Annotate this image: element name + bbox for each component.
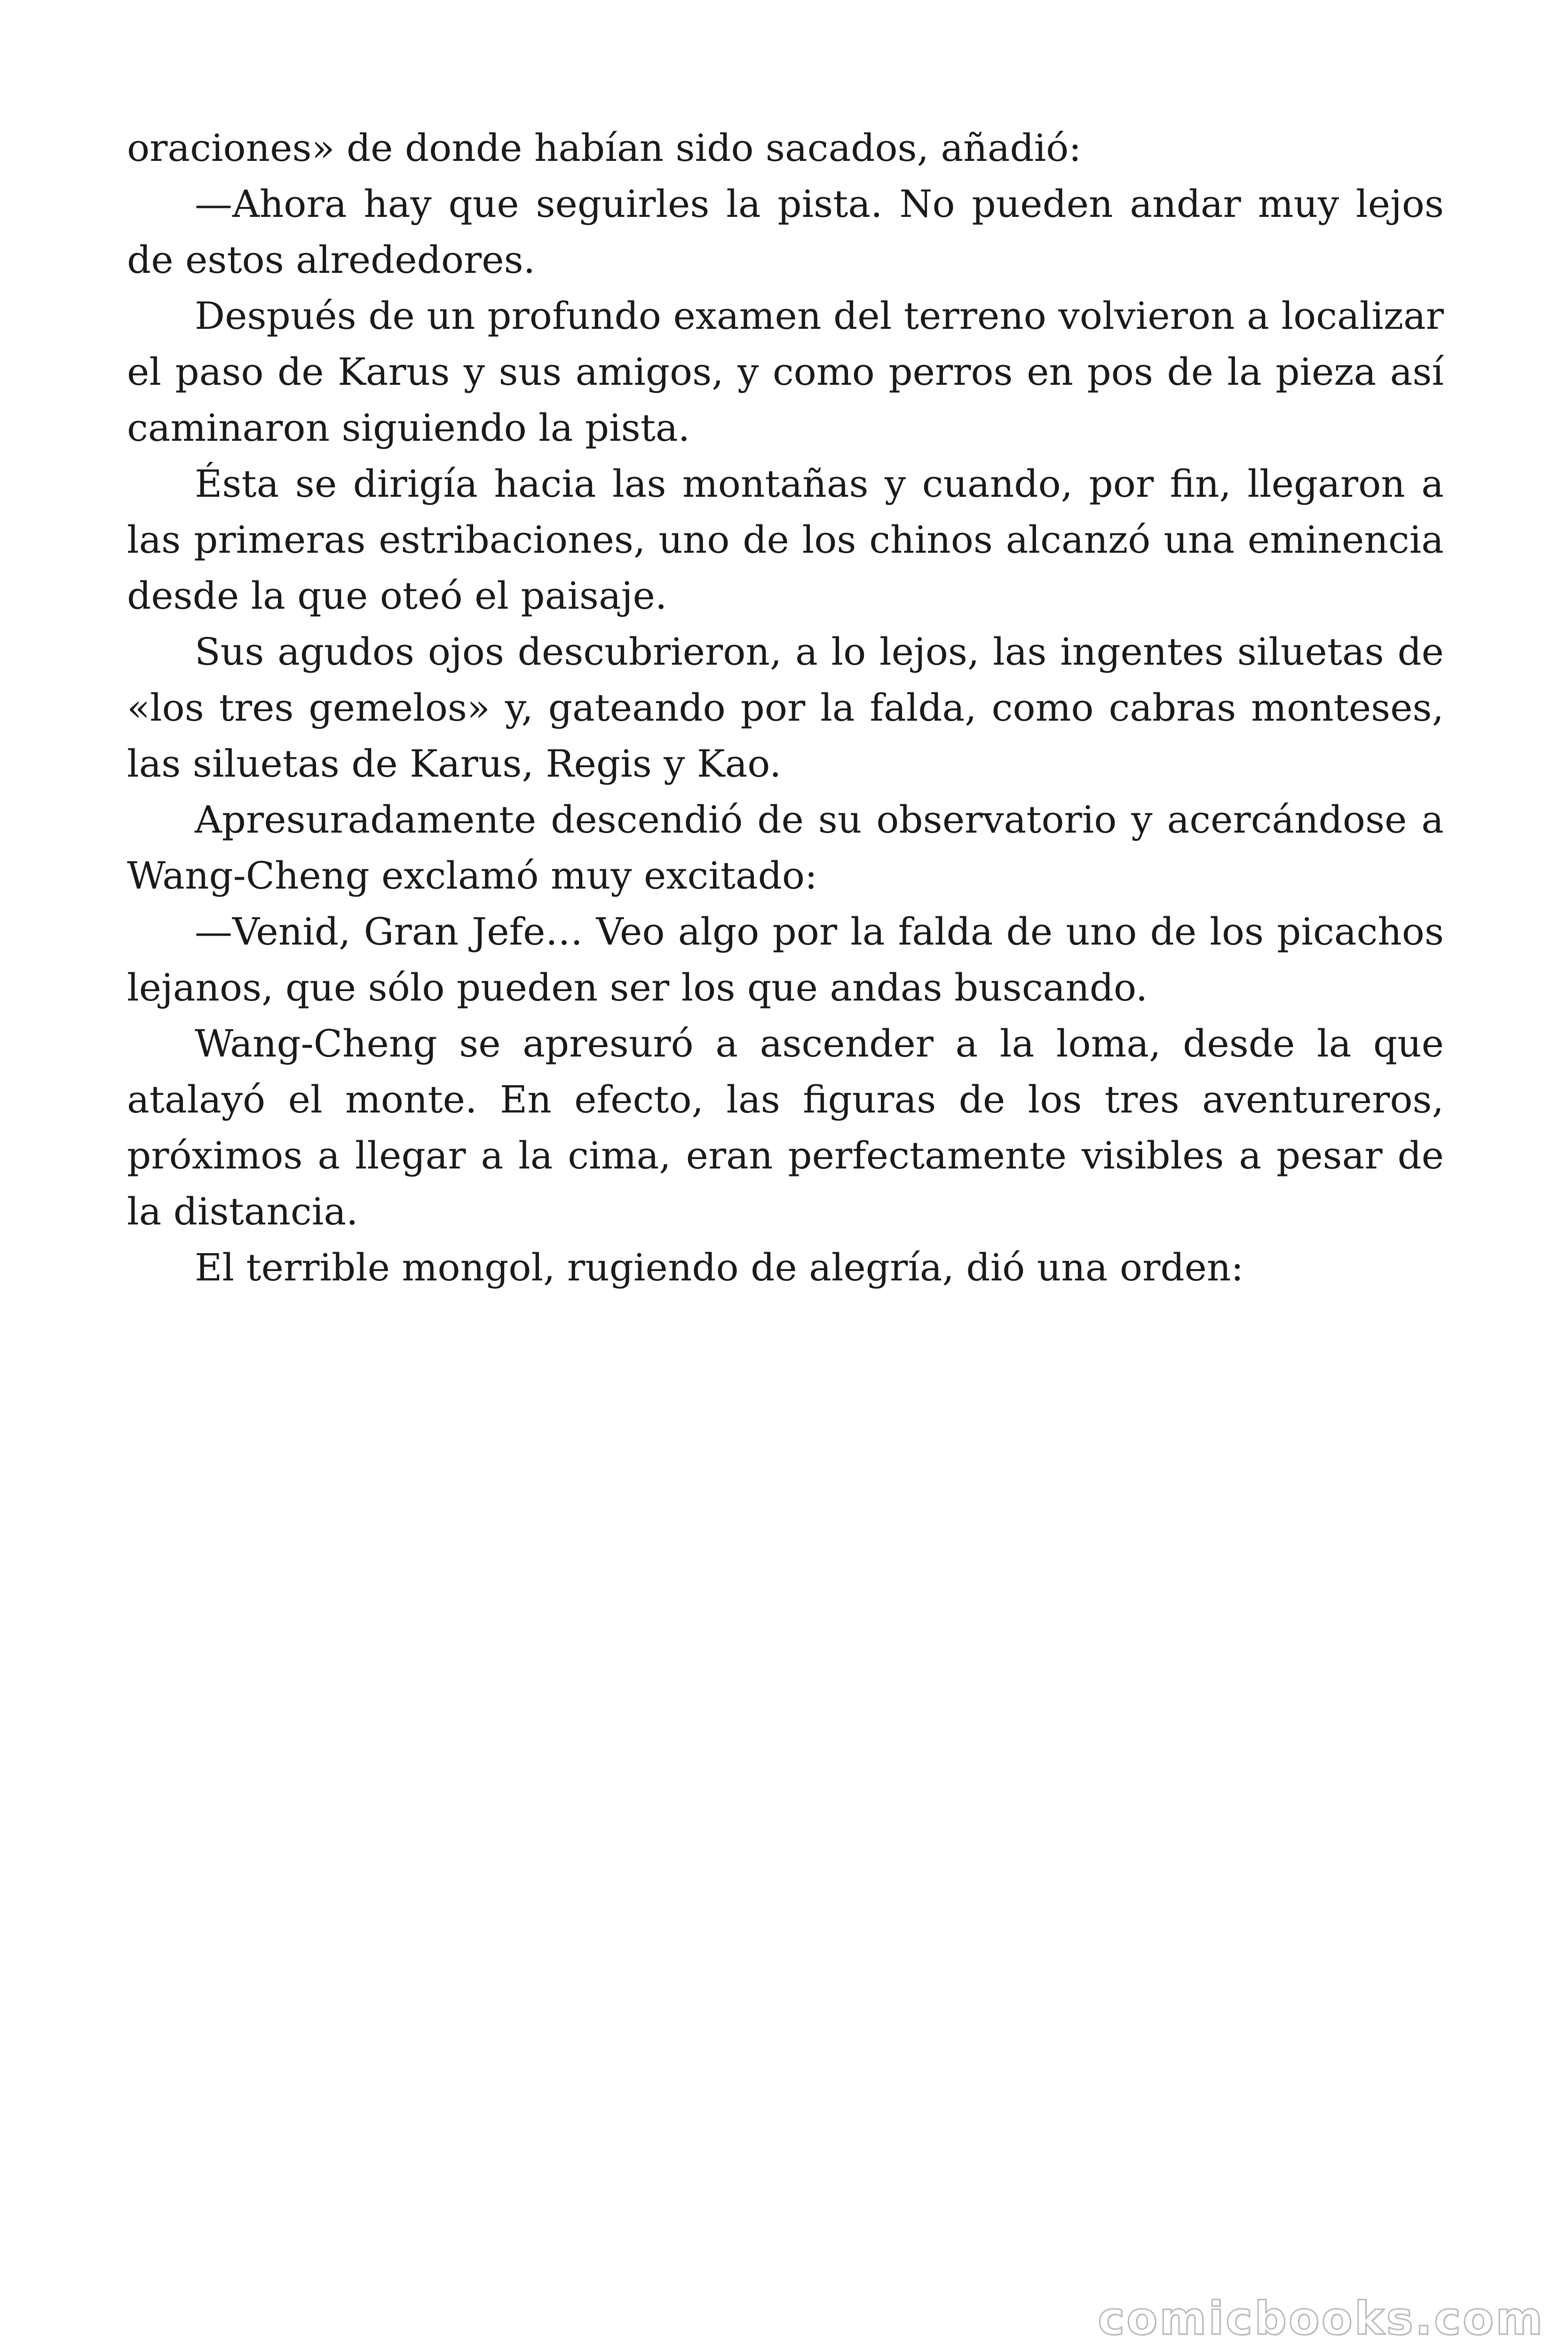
paragraph: Ésta se dirigía hacia las montañas y cuando, por fin, llegaron a las primeras estribaciones, uno de los chinos alcanzó una eminencia desde la que oteó el paisaje.: [127, 462, 1444, 618]
paragraph: Después de un profundo examen del terreno volvieron a localizar el paso de Karus y sus amigos, y como perros en pos de la pieza así caminaron siguiendo la pista.: [127, 294, 1444, 450]
paragraph: —Ahora hay que seguirles la pista. No pueden andar muy lejos de estos alrededores.: [127, 182, 1444, 282]
paragraph: oraciones» de donde habían sido sacados, añadió:: [127, 126, 1082, 170]
paragraph: Apresuradamente descendió de su observatorio y acercándose a Wang-Cheng exclamó muy excitado:: [127, 798, 1444, 898]
paragraph: Wang-Cheng se apresuró a ascender a la loma, desde la que atalayó el monte. En efecto, las figuras de los tres aventureros, próximos a llegar a la cima, eran perfectamente visibles a pesar de la distancia.: [127, 1022, 1444, 1233]
paragraph: Sus agudos ojos descubrieron, a lo lejos, las ingentes siluetas de «los tres gemelos» y, gateando por la falda, como cabras monteses, las siluetas de Karus, Regis y Kao.: [127, 630, 1444, 786]
body-text: [127, 120, 1444, 1295]
watermark: comicbooks.com: [1098, 2292, 1544, 2345]
paragraph: —Venid, Gran Jefe… Veo algo por la falda de uno de los picachos lejanos, que sólo pueden ser los que andas buscando.: [127, 910, 1444, 1009]
paragraph: El terrible mongol, rugiendo de alegría, dió una orden:: [195, 1246, 1244, 1289]
